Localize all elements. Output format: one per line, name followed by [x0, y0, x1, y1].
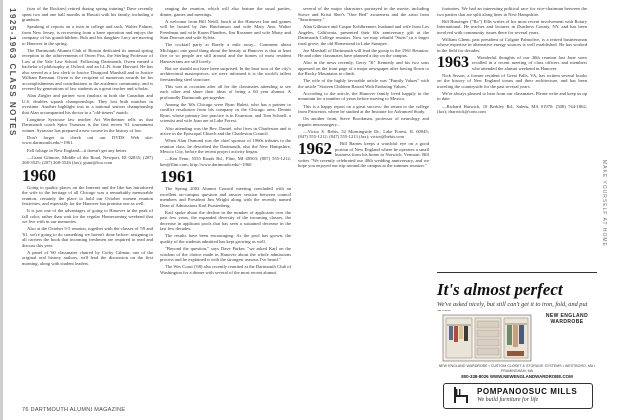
- class-note-paragraph: —Grant Gilmore, Middle of the Road, Newport, RI 02835; (207) 268-3525; (207) 268-3526 (fax); grant@foo.com: [22, 154, 153, 166]
- class-note-paragraph: Speaking of reports on a twin in college and such, Walter Palmer, from New Jersey, is recovering from a knee operation and enjoys the company of his grandchildren. Bob and his daughter Lucy are moving to Hanover in the spring.: [22, 24, 153, 46]
- class-note-paragraph: —Richard Harwick, 10 Berkley Rd., Salem, MA 01970; (508) 744-1862; (fax); rharwick@com.com: [437, 103, 587, 115]
- class-note-paragraph: Bill Barnes keeps a watchful eye on a good portion of New England where he operates a small business from his home in Norwich, Vermont. Bill writes "We recently celebrated our 40th wedding anniversary, and we hope you enjoyed our trip around the campus at the summer reunion.": [298, 141, 429, 169]
- page-footer: 76 DARTMOUTH ALUMNI MAGAZINE: [22, 407, 126, 413]
- text-column-2: [160, 6, 291, 406]
- class-note-paragraph: (star of the Rockies) retired during spring training! Dave recently spent two and one half months in Hawaii with his family, including a grandson.: [22, 6, 153, 22]
- class-note-paragraph: Karl spoke about the decline in the number of applicants over the past few years, the expanded diversity of the incoming classes, the decrease in applicant pools that has seen a sustained decrease in the last few decades.: [160, 209, 291, 232]
- class-note-paragraph: Also in the news recently, Gerry "K" Kennedy and his two sons appeared on the front page of a major newspaper after having flown to the Rocky Mountains to climb.: [298, 60, 429, 77]
- class-note-paragraph: Don't forget to check out our DVDS Web site: www.dartmouth.edu/~1961.: [22, 134, 153, 146]
- advertisement[interactable]: [437, 272, 597, 413]
- class-note-paragraph: The wife of the highly favorable article was "Family Values" with the article "Sixteen Children Raised With Enduring Values.": [298, 78, 429, 89]
- class-note-paragraph: The Spring 2003 Alumni Council meeting concluded with an excellent on-campus question and answer session between council members and President Jim Wright along with the recently named Dean of Admissions Karl Furstenberg.: [160, 186, 291, 208]
- class-note-paragraph: Also at the October 5-5 reunion, together with the classes of '59 and '61, we're going to do something we haven't done before: assigning to all carriers the book that incoming freshmen are required to read and discuss this year.: [22, 226, 153, 248]
- ad-logo-name: POMPANOOSUC MILLS: [477, 387, 578, 396]
- class-note-paragraph: Alan Gillmore and Caspar Kohlbrenner, husband and wife from Los Angeles, California, presented their 60s anniversary gift at the Dartmouth College reunion. Now we may rebuild "Suits" in a larger rural grove, the old Homestead in Lake Sunapee.: [298, 24, 429, 46]
- chair-logo-icon: [447, 385, 475, 407]
- ad-logo-slogan: We build furniture for life: [477, 397, 539, 403]
- side-section-title-text: 1925-1963 CLASS NOTES: [8, 8, 17, 137]
- class-note-paragraph: Going to quality places on the Internet and the like has introduced the wife to the heritage of all Chicago was a remarkably memorable reunion, certainly the place to hold our October women reunion festivities, and especially for the Hanover fun promise one as well.: [22, 184, 153, 207]
- text-column-3: [298, 6, 429, 406]
- class-note-paragraph: The results have been encouraging. As the pool has grown, the quality of the students admitted has kept growing as well.: [160, 233, 291, 244]
- class-note-paragraph: Alan Ziegler and partner won finalists in both the Canadian and U.S. doubles squash championships. They lost both matches in overtime. Another highlight was in a national seniors championship that Alan accompanied his doctor to a "old-timers" match.: [22, 93, 153, 115]
- class-note-paragraph: Fall foliage in New England—it doesn't get any better.: [27, 147, 128, 153]
- class-note-paragraph: When Alan Osmond was the chief sponsor of 1960s tributes to the reunion class, he described the Dartmouth, also the New Hampshire, Mexico City, before the recent project activity began.: [160, 138, 291, 155]
- class-note-paragraph: The Wes Coast ('68) also recently reunited at the Dartmouth Club of Washington for a dinner with several of the most recent alumni.: [160, 264, 291, 275]
- class-year-heading: 1961: [160, 167, 194, 187]
- ad-tagline: We've asked nicely, but still can't get it to iron, fold, and put: [437, 301, 588, 308]
- class-note-paragraph: William Ghent, past president of Colgate Palmolive, is a retired businessman whose expertise in alternative energy sources is well established. He has worked in the field for decades.: [437, 36, 587, 53]
- class-note-paragraph: Wonderful thoughts of our 40th reunion last June were recalled in a recent meeting of class officers and members who attended the alumni weekend in Hanover.: [472, 54, 587, 71]
- pompanoosuc-logo-box[interactable]: [443, 383, 593, 409]
- class-note-paragraph: On another front, Steve Brookman, professor of neurology and organic neurosurgery...: [298, 116, 429, 127]
- class-note-paragraph: We're always pleased to hear from our classmates. Please write and keep us up to date.: [437, 90, 587, 102]
- class-note-paragraph: Among the '60s Chicago were Ryan Hulett, who has a pointer to conflict resolution from his company in the Chicago area, Dennis Ryan, whose primary law practice is in Evanston, and Tom Schnell, a scientist and wife Joan are at Lake Forest.: [160, 101, 291, 124]
- class-note-paragraph: But we should not have been surprised. In the boat tour of the city's architectural masterpieces, we were informed it is the world's tallest freestanding steel structure.: [160, 65, 291, 82]
- class-note-paragraph: It is just one of the advantages of going to Hanover in the peak of fall color, rather than wait for the regular Homecoming weekend that we live with in our memories.: [22, 208, 153, 225]
- class-note-paragraph: A welcome from Bill Neidl, lunch at the Hanover Inn and games will be hosted by Jim Hutchinson and wife Mary Ann, Walter Freedman and wife Karen Flanders, Jim Rossmer and wife Marty and Stan Dawson and wife Sylvia.: [160, 18, 291, 41]
- ad-address-line: NEW ENGLAND WARDROBE • CUSTOM CLOSET & STORAGE SYSTEMS • WESTBORO, MA • FRAMINGHAM, MA: [438, 364, 596, 373]
- class-note-paragraph: —Victor S. Bebis, 52 Morningside Dr., Lake Forest, IL 60045; (847) 555-1212; (847) 555-1213 (fax); victor@bebis.com: [298, 128, 429, 140]
- class-note-paragraph: According to the article, the Hanover family lived happily in the mountain for a number of years before moving to Mexico.: [298, 90, 429, 102]
- class-note-paragraph: A panel of '60 classmates chaired by Corky Gilman, one of the original oral history authors, will lead the discussion on the first morning, along with student leaders.: [22, 249, 153, 266]
- class-note-paragraph: The Dartmouth Alumni Club of Boston dedicated its annual spring reception to the achievements of Owen Fiss, the Sterling Professor of Law at the Yale Law School. Following Dartmouth, Owen earned a bachelor of philosophy at Oxford, and an LL.B. from Harvard. He has also served as a law clerk to Justice Thurgood Marshall and to Justice William Brennan. Owen is the recipient of numerous awards for his accomplishments and contributions to the academic community, and is revered by generations of law students as a great teacher and scholar.: [22, 47, 153, 92]
- ad-vertical-label: [598, 160, 608, 270]
- class-note-paragraph: several of the major characters portrayed in the movie, including Stowe and Kristi Sher's "One Bed" awareness and the artist from "Sanctimony.": [298, 6, 429, 22]
- class-year-heading: 1962: [298, 139, 332, 159]
- class-note-paragraph: This was at occasion after all for the classmates attending to see each other and share their ideas of being a 60 year alumni. A profoundly Dartmouth get-together.: [160, 83, 291, 100]
- class-note-paragraph: Nick Sisson, a former resident of Great Falls, VA, has written several books on the history of New England towns and their architecture, and has been traveling the countryside for the past several years.: [437, 72, 587, 89]
- side-section-title: [7, 8, 18, 404]
- class-year-heading: 1960: [22, 165, 56, 185]
- class-note-paragraph: Bill Bussinger ("Bo") Ellis writes of his most recent involvement with Rotary International. He teaches and lectures in Dutchess County, NY, and has been involved with community issues there for several years.: [437, 18, 587, 35]
- ad-contact-line[interactable]: 800-338-8026 WWW.NEWENGLANDWARDROBE.COM: [461, 374, 573, 379]
- class-note-paragraph: Joe Marshall of Dartmouth will lead the group to the 1961 Reunion. He and other classmates have planned a day on the campus.: [298, 47, 429, 59]
- class-note-paragraph: ranging the reunion, which will also feature the usual parties, dinner, games and meetings.: [160, 6, 291, 17]
- class-note-paragraph: Also attending was the Rev. Daniel, who lives in Charleston and is active in the Episcopal Church and the Charleston Council.: [160, 125, 291, 137]
- ad-brand-name: NEW ENGLAND WARDROBE: [545, 313, 589, 325]
- text-column-1: [22, 6, 153, 406]
- class-note-paragraph: Longtime Syracuse law teacher Art Wertheimer tells us that Dartmouth coach Spiro Tsoutsas is the first recent '61 tournament winner. Syracuse has prepared a new course in the history of law.: [22, 116, 153, 133]
- class-note-paragraph: "Beyond the question," says Dave Parker, "we asked Karl on the wisdom of the choice made in Hanover about the whole admissions process and he explained it with the strongest reasons I've heard.": [160, 246, 291, 263]
- text-column-4: [437, 6, 587, 269]
- page-binding-edge: [0, 0, 3, 420]
- class-note-paragraph: The cocktail party at Barely a mile away... Comment about Michigan: one good thing about the beauty at Hanover is that at least five or so people are still around and the homes of most resident Hanoverians are still lovely.: [160, 42, 291, 64]
- class-year-heading: 1963: [437, 53, 469, 71]
- class-note-paragraph: footnotes. We had an interesting political race for vice-chairman between the two parties that are split along lines in New Hampshire.: [437, 6, 587, 17]
- class-note-paragraph: —Ken Fenn, 5555 Roads Rd., Flint, MI 48503; (807) 555-1212; ken@flint.com; http://www.dartmouth.edu/~1960: [160, 156, 291, 167]
- ad-vertical-label-text: MAKE YOURSELF AT HOME: [601, 160, 607, 247]
- class-note-paragraph: This is a happy report on a great success: the return to the college from Princeton, where he studied at the Institute for Advanced Study.: [298, 103, 429, 115]
- ad-headline: It's almost perfect: [437, 280, 563, 299]
